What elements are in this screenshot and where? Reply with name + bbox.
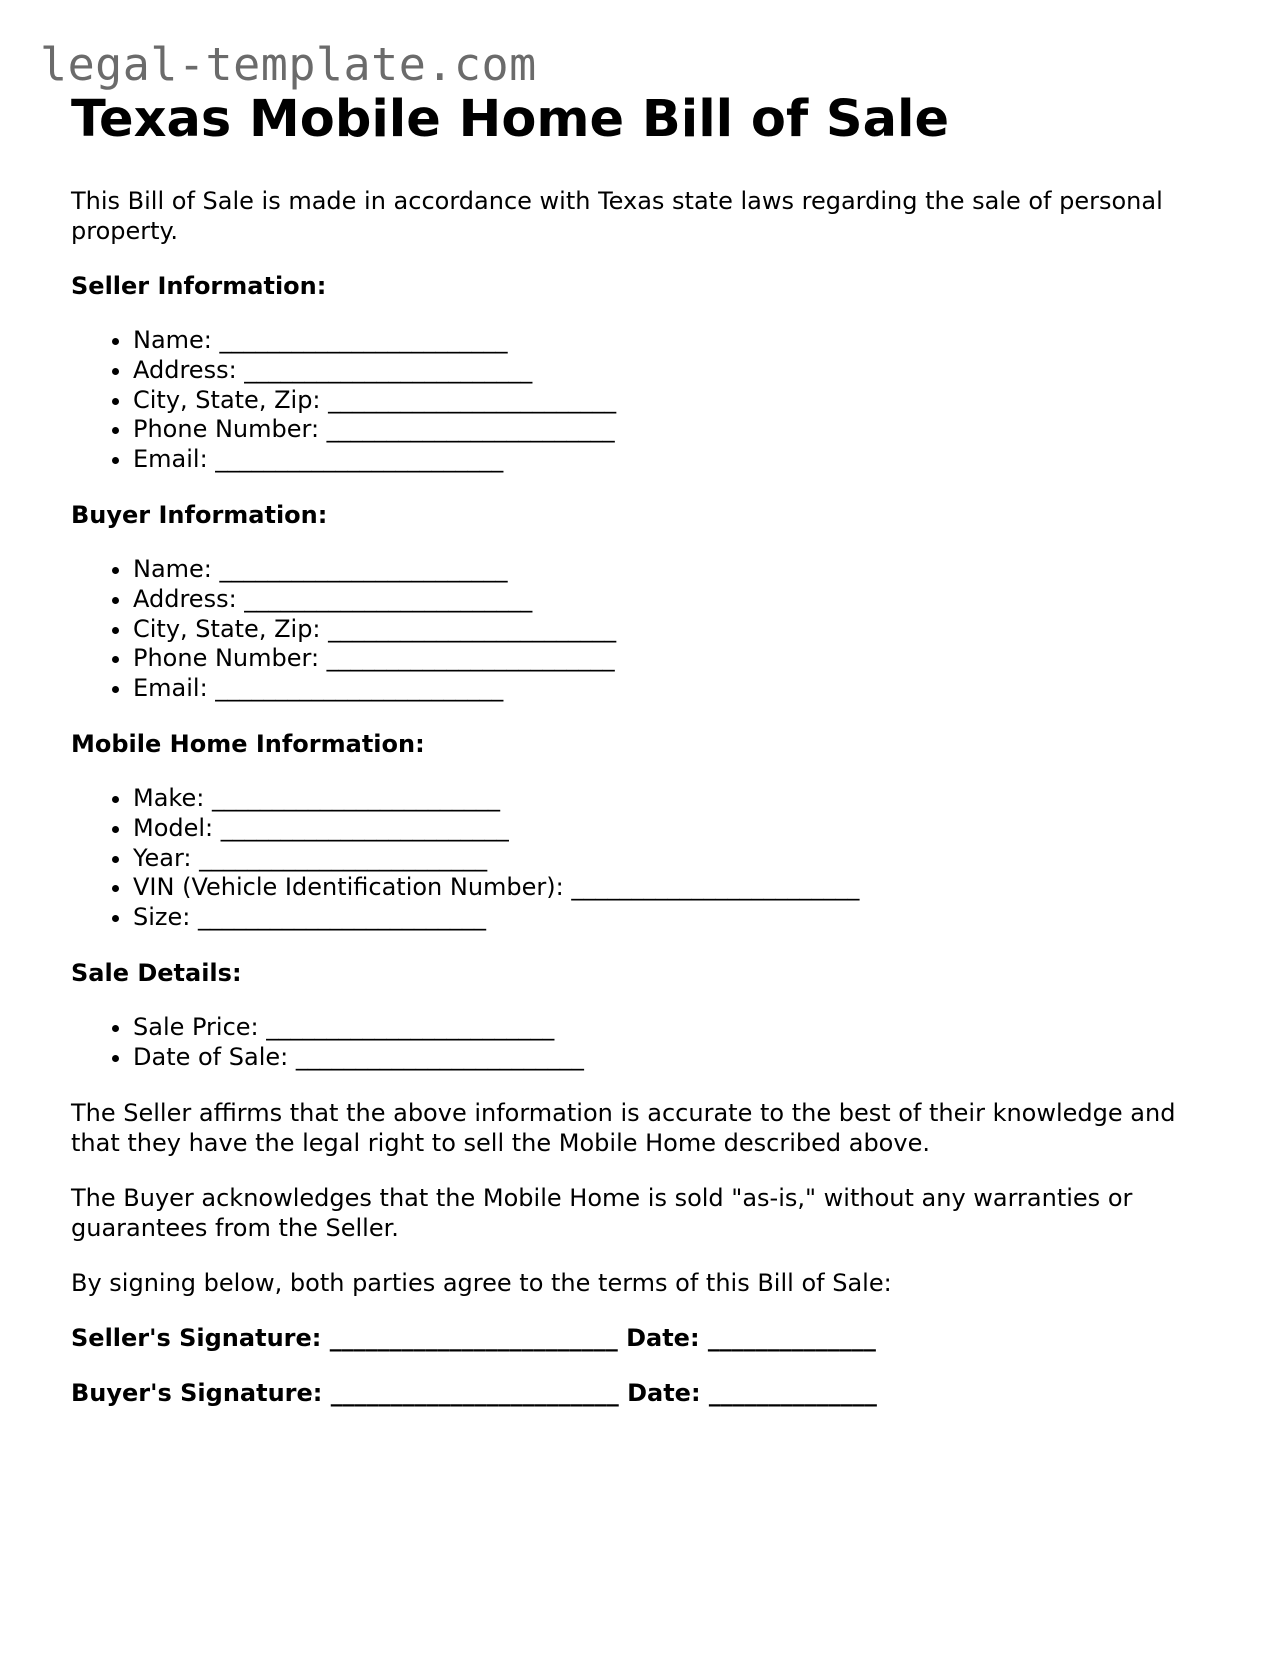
seller-city-state-zip-field: • City, State, Zip: ________________________ xyxy=(133,386,1221,416)
seller-email-field: • Email: ________________________ xyxy=(133,445,1221,475)
sale-price-field: • Sale Price: ________________________ xyxy=(133,1013,1221,1043)
page-title: Texas Mobile Home Bill of Sale xyxy=(71,90,950,149)
make-field: • Make: ________________________ xyxy=(133,784,1221,814)
buyer-phone-field: • Phone Number: ________________________ xyxy=(133,644,1221,674)
buyer-signature-line xyxy=(71,1378,1221,1408)
size-field: • Size: ________________________ xyxy=(133,903,1221,933)
watermark: legal-template.com xyxy=(40,38,537,91)
sale-details-list xyxy=(71,1013,1221,1073)
buyer-heading: Buyer Information: xyxy=(71,500,328,529)
intro-paragraph: This Bill of Sale is made in accordance with Texas state laws regarding the sale of personal property. xyxy=(71,187,1163,245)
mobile-home-heading: Mobile Home Information: xyxy=(71,729,425,758)
affirmation-paragraph: The Seller affirms that the above information is accurate to the best of their knowledge and that they have the legal right to sell the Mobile Home described above. xyxy=(71,1098,1176,1157)
seller-name-field: • Name: ________________________ xyxy=(133,326,1221,356)
buyer-address-field: • Address: ________________________ xyxy=(133,585,1221,615)
seller-list xyxy=(71,326,1221,475)
sale-details-heading: Sale Details: xyxy=(71,958,242,987)
seller-phone-field: • Phone Number: ________________________ xyxy=(133,415,1221,445)
buyer-email-field: • Email: ________________________ xyxy=(133,674,1221,704)
buyer-name-field: • Name: ________________________ xyxy=(133,555,1221,585)
buyer-signature-text: Buyer's Signature: ________________________ Date: ______________ xyxy=(71,1378,877,1407)
agreement-paragraph: By signing below, both parties agree to the terms of this Bill of Sale: xyxy=(71,1268,892,1297)
mobile-home-list xyxy=(71,784,1221,933)
vin-field: • VIN (Vehicle Identification Number): ________________________ xyxy=(133,873,1221,903)
buyer-city-state-zip-field: • City, State, Zip: ________________________ xyxy=(133,615,1221,645)
seller-address-field: • Address: ________________________ xyxy=(133,356,1221,386)
date-of-sale-field: • Date of Sale: ________________________ xyxy=(133,1043,1221,1073)
seller-heading: Seller Information: xyxy=(71,272,327,300)
document xyxy=(71,88,1221,1408)
seller-signature-text: Seller's Signature: ________________________ Date: ______________ xyxy=(71,1323,876,1352)
model-field: • Model: ________________________ xyxy=(133,814,1221,844)
seller-signature-line xyxy=(71,1323,1221,1353)
buyer-list xyxy=(71,555,1221,704)
year-field: • Year: ________________________ xyxy=(133,844,1221,874)
as-is-paragraph: The Buyer acknowledges that the Mobile Home is sold "as-is," without any warranties or guarantees from the Seller. xyxy=(71,1183,1133,1242)
